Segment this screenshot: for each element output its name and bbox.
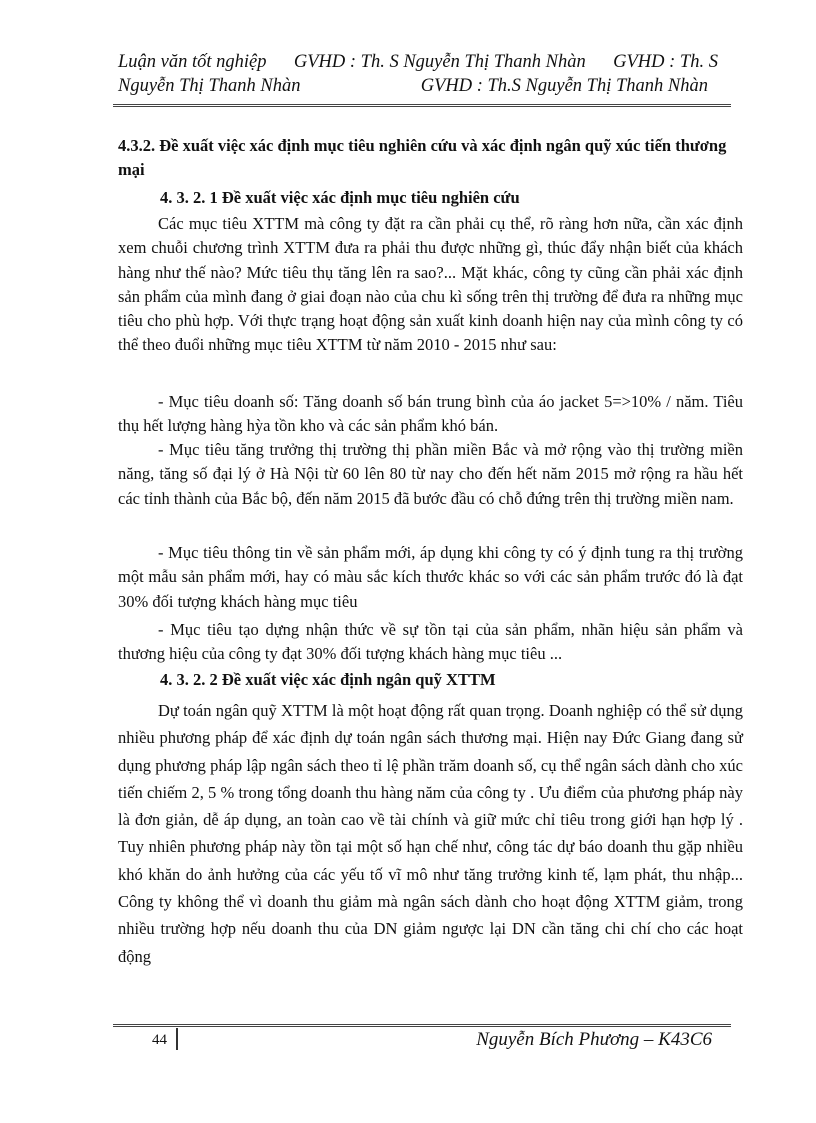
paragraph-new-product-goal: - Mục tiêu thông tin về sản phẩm mới, áp dụng khi công ty có ý định tung ra thị trường một mẫu sản phẩm mới, hay có màu sắc kích thước khác so với các sản phẩm trước đó là đạt 30% đối tượng khách hàng mục tiêu [118,543,743,611]
header-thesis-label: Luận văn tốt nghiệp [118,52,267,72]
subsection-heading-1: 4. 3. 2. 1 Đề xuất việc xác định mục tiêu nghiên cứu [160,188,520,207]
paragraph-budget: Dự toán ngân quỹ XTTM là một hoạt động rất quan trọng. Doanh nghiệp có thể sử dụng nhiều phương pháp để xác định dự toán ngân sách thương mại. Hiện nay Đức Giang đang sử dụng phương pháp lập ngân sách theo tỉ lệ phần trăm doanh số, cụ thể ngân sách dành cho xúc tiến chiếm 2, 5 % trong tổng doanh thu hàng năm của công ty . Ưu điểm của phương pháp này là đơn giản, dễ áp dụng, an toàn cao về tài chính và giữ mức chỉ tiêu trong giới hạn hợp lý . Tuy nhiên phương pháp này tồn tại một số hạn chế như, công tác dự báo doanh thu gặp nhiều khó khăn do ảnh hưởng của các yếu tố vĩ mô như tăng trưởng kinh tế, lạm phát, thu nhập... Công ty không thể vì doanh thu giảm mà ngân sách dành cho hoạt động XTTM giảm, trong nhiều trường hợp nếu doanh thu của DN giảm ngược lại DN cần tăng chi chí cho các hoạt động [118,701,743,966]
header-divider [113,104,731,107]
footer-author: Nguyễn Bích Phương – K43C6 [476,1029,712,1050]
subsection-heading-2: 4. 3. 2. 2 Đề xuất việc xác định ngân quỹ XTTM [160,670,496,689]
paragraph-market-goal: - Mục tiêu tăng trưởng thị trường thị phần miền Bắc và mở rộng vào thị trường miền năng, tăng số đại lý ở Hà Nội từ 60 lên 80 từ nay cho đến hết năm 2015 mở rộng ra hầu hết các tỉnh thành của Bắc bộ, đến năm 2015 đã bước đầu có chỗ đứng trên thị trường miền nam. [118,440,743,508]
paragraph-intro: Các mục tiêu XTTM mà công ty đặt ra cần phải cụ thể, rõ ràng hơn nữa, cần xác định xem chuỗi chương trình XTTM đưa ra phải thu được những gì, thúc đẩy nhận biết của khách hàng như thế nào? Mức tiêu thụ tăng lên ra sao?... Mặt khác, công ty cũng cần phải xác định sản phẩm của mình đang ở giai đoạn nào của chu kì sống trên thị trường để đưa ra những mục tiêu cho phù hợp. Với thực trạng hoạt động sản xuất kinh doanh hiện nay của mình công ty có thể theo đuổi những mục tiêu XTTM từ năm 2010 - 2015 như sau: [118,214,743,355]
header-advisor-2-start: GVHD : Th. S [613,52,718,72]
footer-separator [176,1028,178,1050]
page-number: 44 [152,1032,167,1048]
paragraph-sales-goal: - Mục tiêu doanh số: Tăng doanh số bán trung bình của áo jacket 5=>10% / năm. Tiêu thụ hết lượng hàng hỳa tồn kho và các sản phẩm khó bán. [118,392,743,436]
header-advisor-3: GVHD : Th.S Nguyễn Thị Thanh Nhàn [420,76,708,96]
running-header [118,50,718,98]
footer-divider [113,1024,731,1027]
section-heading: 4.3.2. Đề xuất việc xác định mục tiêu nghiên cứu và xác định ngân quỹ xúc tiến thương mại [118,136,727,179]
header-advisor-1: GVHD : Th. S Nguyễn Thị Thanh Nhàn [293,52,586,72]
header-advisor-2-end: Nguyễn Thị Thanh Nhàn [118,76,301,96]
paragraph-awareness-goal: - Mục tiêu tạo dựng nhận thức về sự tồn tại của sản phẩm, nhãn hiệu sản phẩm và thương hiệu của công ty đạt 30% đối tượng khách hàng mục tiêu ... [118,620,743,664]
